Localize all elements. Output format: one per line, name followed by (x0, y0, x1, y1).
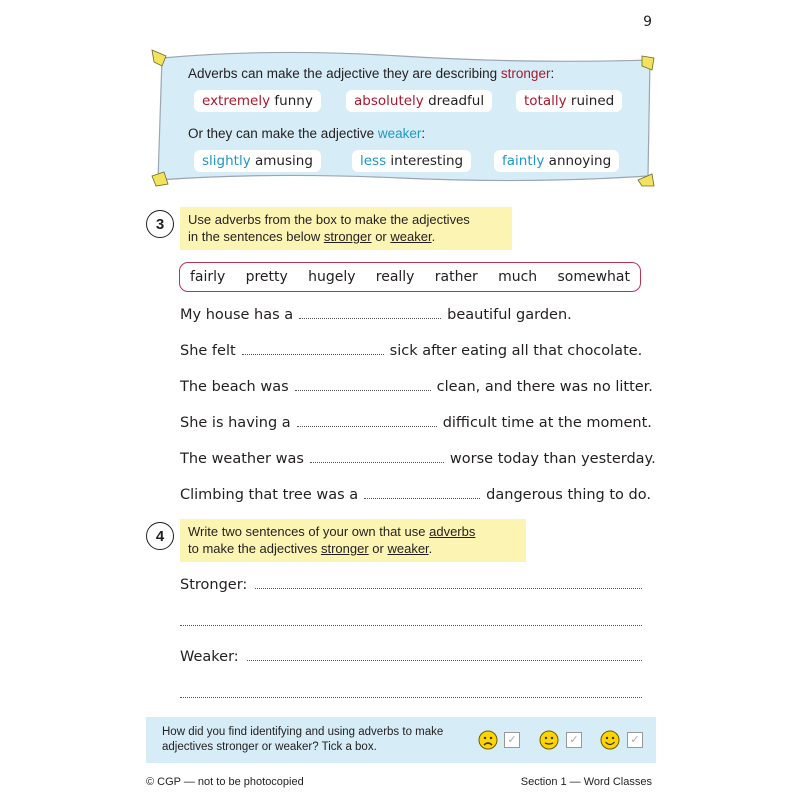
happy-face-icon (600, 730, 620, 750)
answer-blank[interactable] (364, 486, 480, 499)
sad-face-icon (478, 730, 498, 750)
answer-blank[interactable] (310, 450, 444, 463)
answer-blank[interactable] (242, 342, 384, 355)
fill-in-sentence: Climbing that tree was a dangerous thing to do. (180, 487, 651, 503)
fill-in-sentence: She is having a difficult time at the moment. (180, 415, 652, 431)
example-chip: less interesting (352, 150, 471, 172)
word-box-item: somewhat (557, 269, 630, 285)
weaker-intro: Or they can make the adjective weaker: (188, 126, 426, 141)
weaker-answer-row: Weaker: (180, 648, 642, 665)
answer-line[interactable] (180, 696, 642, 698)
tick-box[interactable]: ✓ (627, 732, 643, 748)
word-box-item: pretty (245, 269, 288, 285)
fill-in-sentence: The beach was clean, and there was no litter. (180, 379, 653, 395)
stronger-answer-row: Stronger: (180, 576, 642, 593)
word-box-item: rather (434, 269, 478, 285)
fill-in-sentence: My house has a beautiful garden. (180, 307, 572, 323)
answer-line[interactable] (247, 648, 642, 661)
page-number: 9 (643, 14, 652, 30)
question-number: 3 (146, 210, 174, 238)
word-box-item: much (498, 269, 538, 285)
neutral-face-icon (539, 730, 559, 750)
word-box (179, 262, 641, 292)
tick-box[interactable]: ✓ (504, 732, 520, 748)
tick-box[interactable]: ✓ (566, 732, 582, 748)
word-box-item: hugely (308, 269, 356, 285)
example-chip: slightly amusing (194, 150, 321, 172)
answer-line[interactable] (255, 576, 642, 589)
fill-in-sentence: The weather was worse today than yesterday. (180, 451, 656, 467)
question-instruction: Use adverbs from the box to make the adjectives in the sentences below stronger or weaker. (180, 207, 512, 250)
example-chip: extremely funny (194, 90, 321, 112)
self-assessment-bar (146, 717, 656, 763)
stronger-intro: Adverbs can make the adjective they are describing stronger: (188, 66, 555, 81)
footer-copyright: © CGP — not to be photocopied (146, 776, 304, 788)
question-number: 4 (146, 522, 174, 550)
self-assessment-question: How did you find identifying and using adverbs to make adjectives stronger or weaker? Tick a box. (162, 726, 444, 753)
example-chip: totally ruined (516, 90, 622, 112)
word-box-item: really (375, 269, 415, 285)
answer-blank[interactable] (297, 414, 437, 427)
answer-blank[interactable] (295, 378, 431, 391)
example-chip: absolutely dreadful (346, 90, 492, 112)
answer-blank[interactable] (299, 306, 441, 319)
answer-line[interactable] (180, 624, 642, 626)
question-instruction: Write two sentences of your own that use adverbs to make the adjectives stronger or weaker. (180, 519, 526, 562)
footer-section: Section 1 — Word Classes (520, 776, 652, 788)
example-chip: faintly annoying (494, 150, 619, 172)
info-banner (150, 48, 656, 188)
fill-in-sentence: She felt sick after eating all that chocolate. (180, 343, 643, 359)
word-box-item: fairly (190, 269, 226, 285)
